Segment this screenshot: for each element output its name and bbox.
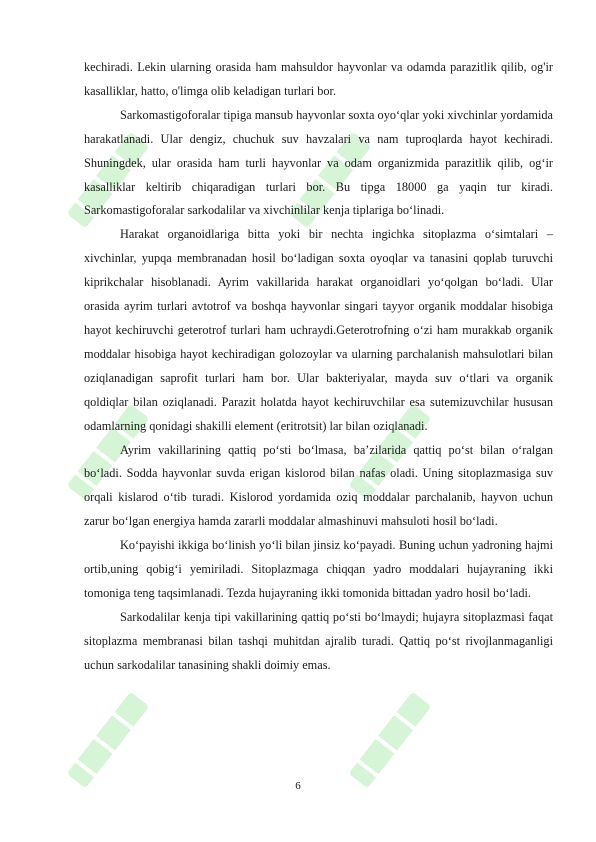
- watermark-logo-icon: [349, 692, 432, 789]
- paragraph: Harakat organoidlariga bitta yoki bir nechta ingichka sitoplazma o‘simtalari – xivchinlar, yupqa membranadan hosil bo‘ladigan soxta oyoqlar va tanasini qoplab turuvchi kiprikchalar hisoblanadi. Ayrim vakillarida harakat organoidlari yo‘qolgan bo‘ladi. Ular orasida ayrim turlari avtotrof va boshqa hayvonlar singari tayyor organik moddalar hisobiga hayot kechiruvchi geterotrof turlari ham uchraydi.Geterotrofning o‘zi ham murakkab organik moddalar hisobiga hayot kechiradigan golozoylar va ularning parchalanish mahsulotlari bilan oziqlanadigan saprofit turlari ham bor. Ular bakteriyalar, mayda suv o‘tlari va organik qoldiqlar bilan oziqlanadi. Parazit holatda hayot kechiruvchilar esa sutemizuvchilar hususan odamlarning qonidagi shakilli element (eritrotsit) lar bilan oziqlanadi.: [84, 227, 553, 433]
- watermark-logo-icon: [67, 692, 150, 789]
- paragraph: Sarkomastigoforalar tipiga mansub hayvonlar soxta oyo‘qlar yoki xivchinlar yordamida harakatlanadi. Ular dengiz, chuchuk suv havzalari va nam tuproqlarda hayot kechiradi. Shuningdek, ular orasida ham turli hayvonlar va odam organizmida parazitlik qilib, og‘ir kasalliklar keltirib chiqaradigan turlari bor. Bu tipga 18000 ga yaqin tur kiradi. Sarkomastigoforalar sarkodalilar va xivchinlilar kenja tiplariga bo‘linadi.: [84, 107, 553, 218]
- document-body: [84, 56, 553, 678]
- paragraph: Ayrim vakillarining qattiq po‘sti bo‘lmasa, ba’zilarida qattiq po‘st bilan o‘ralgan bo‘ladi. Sodda hayvonlar suvda erigan kislorod bilan nafas oladi. Uning sitoplazmasiga suv orqali kislarod o‘tib turadi. Kislorod yordamida oziq moddalar parchalanib, hayvon uchun zarur bo‘lgan energiya hamda zararli moddalar almashinuvi mahsuloti hosil bo‘ladi.: [84, 442, 553, 529]
- paragraph: Sarkodalilar kenja tipi vakillarining qattiq po‘sti bo‘lmaydi; hujayra sitoplazmasi faqat sitoplazma membranasi bilan tashqi muhitdan ajralib turadi. Qattiq po‘st rivojlanmaganligi uchun sarkodalilar tanasining shakli doimiy emas.: [84, 609, 553, 672]
- paragraph: Ko‘payishi ikkiga bo‘linish yo‘li bilan jinsiz ko‘payadi. Buning uchun yadroning hajmi ortib,uning qobig‘i yemiriladi. Sitoplazmaga chiqqan yadro moddalari hujayraning ikki tomoniga teng taqsimlanadi. Tezda hujayraning ikki tomonida bittadan yadro hosil bo‘ladi.: [84, 538, 553, 600]
- paragraph: kechiradi. Lekin ularning orasida ham mahsuldor hayvonlar va odamda parazitlik qilib, og'ir kasalliklar, hatto, o'limga olib keladigan turlari bor.: [84, 60, 553, 98]
- page-number: 6: [295, 780, 301, 792]
